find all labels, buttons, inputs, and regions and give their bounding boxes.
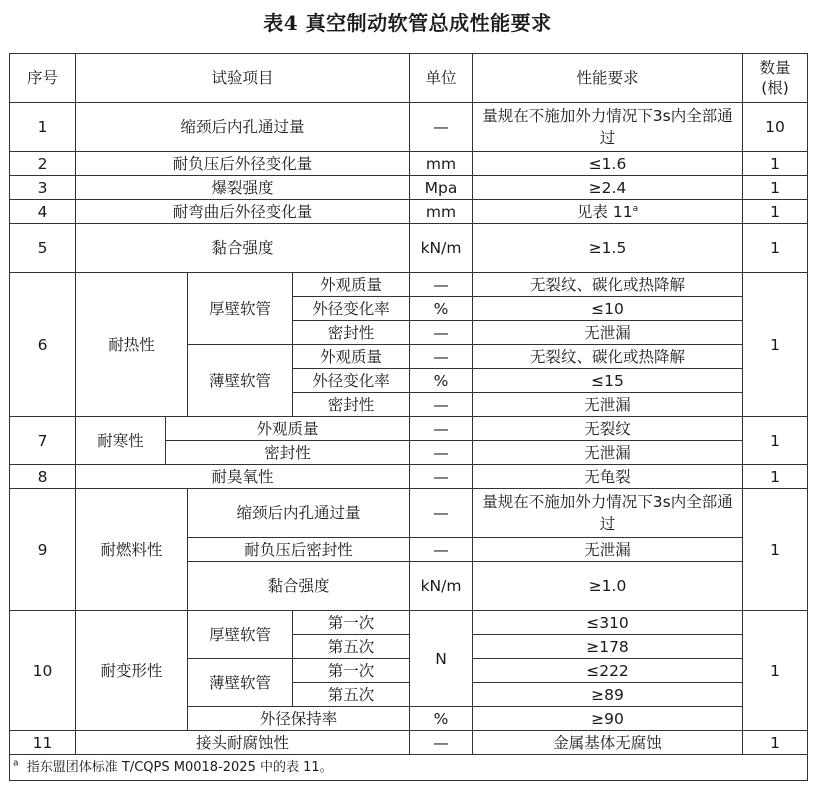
row-no: 11 (10, 731, 76, 755)
row-item: 耐负压后外径变化量 (76, 152, 410, 176)
row-unit: — (410, 393, 473, 417)
row-item: 耐弯曲后外径变化量 (76, 200, 410, 224)
sub-group-thin: 薄壁软管 (188, 659, 293, 707)
sub-item: 外径变化率 (293, 297, 410, 321)
sub-item: 第一次 (293, 611, 410, 635)
footnote-row (10, 755, 808, 781)
sub-item: 密封性 (293, 321, 410, 345)
sub-item: 第一次 (293, 659, 410, 683)
footnote-mark: a (13, 758, 19, 769)
row-unit: — (410, 321, 473, 345)
row-req: 无裂纹、碳化或热降解 (473, 273, 743, 297)
row-no: 5 (10, 224, 76, 273)
row-req: ≤310 (473, 611, 743, 635)
row-req: ≥90 (473, 707, 743, 731)
row-no: 6 (10, 273, 76, 417)
row-unit: N (410, 611, 473, 707)
table-row (10, 611, 808, 635)
footnote-text: 指东盟团体标准 T/CQPS M0018-2025 中的表 11。 (26, 759, 333, 775)
header-qty: 数量(根) (743, 54, 808, 103)
row-req: ≤10 (473, 297, 743, 321)
table-row (10, 200, 808, 224)
row-no: 8 (10, 465, 76, 489)
sub-group-thick: 厚壁软管 (188, 611, 293, 659)
header-item: 试验项目 (76, 54, 410, 103)
row-unit: Mpa (410, 176, 473, 200)
row-no: 1 (10, 103, 76, 152)
row-no: 4 (10, 200, 76, 224)
sub-item: 黏合强度 (188, 562, 410, 611)
row-req: ≤15 (473, 369, 743, 393)
row-unit: kN/m (410, 562, 473, 611)
performance-requirements-table (9, 53, 808, 781)
sub-item: 外观质量 (166, 417, 410, 441)
row-unit: kN/m (410, 224, 473, 273)
row-qty: 1 (743, 611, 808, 731)
row-item: 耐热性 (76, 273, 188, 417)
sub-group-thick: 厚壁软管 (188, 273, 293, 345)
row-req: 量规在不施加外力情况下3s内全部通过 (473, 103, 743, 152)
row-qty: 1 (743, 200, 808, 224)
row-item: 爆裂强度 (76, 176, 410, 200)
table-row (10, 224, 808, 273)
sub-item: 缩颈后内孔通过量 (188, 489, 410, 538)
row-item: 黏合强度 (76, 224, 410, 273)
row-unit: — (410, 417, 473, 441)
row-qty: 10 (743, 103, 808, 152)
row-qty: 1 (743, 489, 808, 611)
row-item: 耐寒性 (76, 417, 166, 465)
row-unit: — (410, 538, 473, 562)
row-qty: 1 (743, 224, 808, 273)
row-req: 无泄漏 (473, 441, 743, 465)
row-qty: 1 (743, 731, 808, 755)
row-unit: — (410, 345, 473, 369)
req-text: 见表 11 (576, 202, 633, 221)
row-unit: % (410, 707, 473, 731)
row-item: 接头耐腐蚀性 (76, 731, 410, 755)
row-no: 9 (10, 489, 76, 611)
sub-item: 耐负压后密封性 (188, 538, 410, 562)
row-req: 无裂纹、碳化或热降解 (473, 345, 743, 369)
table-row (10, 731, 808, 755)
row-item: 耐燃料性 (76, 489, 188, 611)
row-no: 7 (10, 417, 76, 465)
row-unit: % (410, 369, 473, 393)
row-unit: — (410, 103, 473, 152)
sub-item: 外观质量 (293, 273, 410, 297)
table-row (10, 273, 808, 297)
row-req: ≤222 (473, 659, 743, 683)
sub-item: 密封性 (293, 393, 410, 417)
sub-group-thin: 薄壁软管 (188, 345, 293, 417)
header-unit: 单位 (410, 54, 473, 103)
row-req: 无龟裂 (473, 465, 743, 489)
row-unit: % (410, 297, 473, 321)
row-qty: 1 (743, 417, 808, 465)
row-qty: 1 (743, 465, 808, 489)
row-req: 无泄漏 (473, 538, 743, 562)
row-req: 金属基体无腐蚀 (473, 731, 743, 755)
row-unit: mm (410, 200, 473, 224)
row-unit: — (410, 731, 473, 755)
sub-item: 密封性 (166, 441, 410, 465)
row-no: 3 (10, 176, 76, 200)
sub-item: 外径保持率 (188, 707, 410, 731)
sub-item: 外观质量 (293, 345, 410, 369)
table-row (10, 417, 808, 441)
row-req: 无裂纹 (473, 417, 743, 441)
row-req: ≥1.5 (473, 224, 743, 273)
row-item: 耐臭氧性 (76, 465, 410, 489)
row-item: 缩颈后内孔通过量 (76, 103, 410, 152)
table-row (10, 489, 808, 538)
row-qty: 1 (743, 273, 808, 417)
footnote-ref: a (632, 203, 639, 214)
row-qty: 1 (743, 176, 808, 200)
row-req: ≥178 (473, 635, 743, 659)
row-qty: 1 (743, 152, 808, 176)
footnote (10, 755, 808, 781)
header-req: 性能要求 (473, 54, 743, 103)
row-item: 耐变形性 (76, 611, 188, 731)
header-no: 序号 (10, 54, 76, 103)
row-unit: — (410, 441, 473, 465)
sub-item: 第五次 (293, 635, 410, 659)
row-req: ≥89 (473, 683, 743, 707)
sub-item: 第五次 (293, 683, 410, 707)
row-no: 10 (10, 611, 76, 731)
table-row (10, 465, 808, 489)
row-req: 无泄漏 (473, 321, 743, 345)
row-no: 2 (10, 152, 76, 176)
table-row (10, 103, 808, 152)
row-req: 量规在不施加外力情况下3s内全部通过 (473, 489, 743, 538)
row-req (473, 200, 743, 224)
header-row (10, 54, 808, 103)
row-unit: — (410, 489, 473, 538)
row-req: ≥1.0 (473, 562, 743, 611)
row-unit: — (410, 273, 473, 297)
sub-item: 外径变化率 (293, 369, 410, 393)
row-req: ≤1.6 (473, 152, 743, 176)
row-req: ≥2.4 (473, 176, 743, 200)
table-row (10, 176, 808, 200)
table-row (10, 152, 808, 176)
row-unit: — (410, 465, 473, 489)
row-req: 无泄漏 (473, 393, 743, 417)
table-title: 表4 真空制动软管总成性能要求 (263, 11, 552, 35)
row-unit: mm (410, 152, 473, 176)
